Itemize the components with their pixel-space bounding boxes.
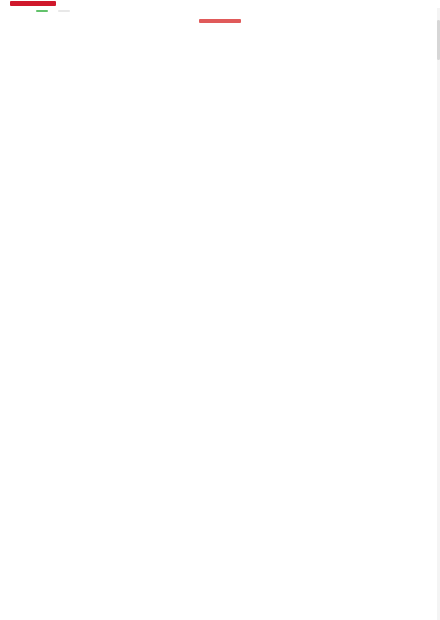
document-page [26, 10, 414, 30]
download-badge[interactable] [36, 10, 48, 12]
title-row [26, 10, 414, 12]
info-badge [58, 10, 70, 12]
red-marker-bar [199, 19, 241, 23]
top-bar [0, 0, 440, 8]
section-marker [26, 19, 414, 23]
site-logo[interactable] [10, 1, 56, 6]
